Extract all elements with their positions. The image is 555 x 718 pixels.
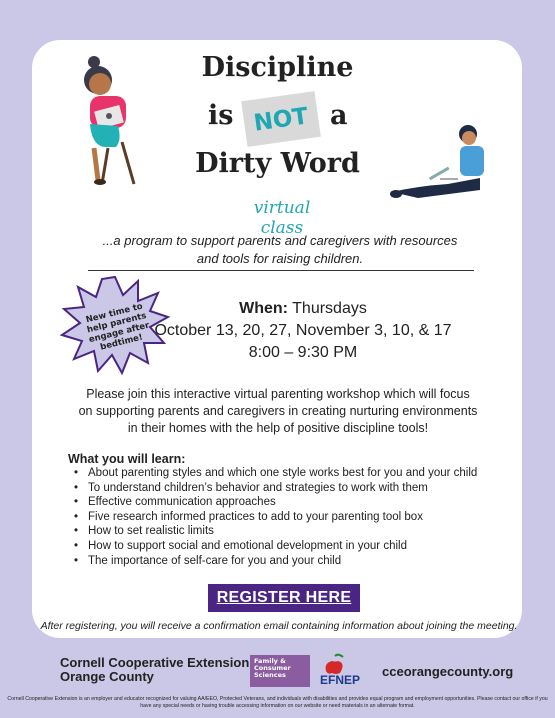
schedule-day-row [178, 298, 428, 320]
list-item: • The importance of self-care for you and your child [72, 554, 502, 569]
org-name [60, 656, 249, 684]
badge-text: New time to help parents engage after bedtime! [84, 301, 151, 353]
list-item: • Effective communication approaches [72, 495, 502, 510]
divider [88, 270, 474, 271]
schedule-time: 8:00 – 9:30 PM [248, 344, 358, 361]
efnep-logo: EFNEP [320, 673, 361, 687]
headline-a: a [330, 100, 348, 131]
schedule-dates: October 13, 20, 27, November 3, 10, & 17 [154, 322, 452, 339]
org-line1: Cornell Cooperative Extension [60, 655, 250, 670]
headline-is: is [208, 100, 234, 131]
fcs-logo: Family & Consumer Sciences [250, 655, 310, 687]
list-item: • How to support social and emotional development in your child [72, 539, 502, 554]
register-button[interactable] [208, 584, 360, 612]
list-item: • How to set realistic limits [72, 524, 502, 539]
subtitle: ...a program to support parents and caregivers with resources and tools for raising children. [102, 233, 458, 266]
schedule-day: Thursdays [292, 300, 367, 317]
learn-list [72, 466, 502, 568]
org-line2: Orange County [60, 669, 154, 684]
man-with-laptop-illustration [388, 114, 493, 204]
disclaimer: Cornell Cooperative Extension is an employer and educator recognized for valuing AA/EEO, Protected Veterans, and individuals with disabilities and provides equal program and employment opportunities. Please contact our office if you have any special needs or having trouble accessing information on our website or need materials in an alternate format. [7, 696, 548, 709]
website-link[interactable]: cceorangecounty.org [382, 664, 514, 679]
intro-text: Please join this interactive virtual parenting workshop which will focus on supporting parents and caregivers in creating nurturing environments in their homes with the help of positive discipline tools! [78, 387, 478, 435]
register-label: REGISTER HERE [216, 589, 352, 606]
learn-heading: What you will learn: [68, 452, 186, 466]
schedule [154, 298, 452, 364]
format-label: virtual class [253, 198, 311, 238]
when-label: When: [239, 300, 288, 317]
list-item: • To understand children’s behavior and strategies to work with them [72, 481, 502, 496]
woman-with-laptop-illustration [72, 52, 152, 192]
list-item: • About parenting styles and which one style works best for you and your child [72, 466, 502, 481]
list-item: • Five research informed practices to add to your parenting tool box [72, 510, 502, 525]
headline-line3: Dirty Word [195, 148, 360, 179]
after-register-note: After registering, you will receive a confirmation email containing information about joining the meeting. [40, 620, 518, 632]
headline-not: NOT [252, 103, 310, 137]
headline-line1: Discipline [201, 52, 354, 83]
